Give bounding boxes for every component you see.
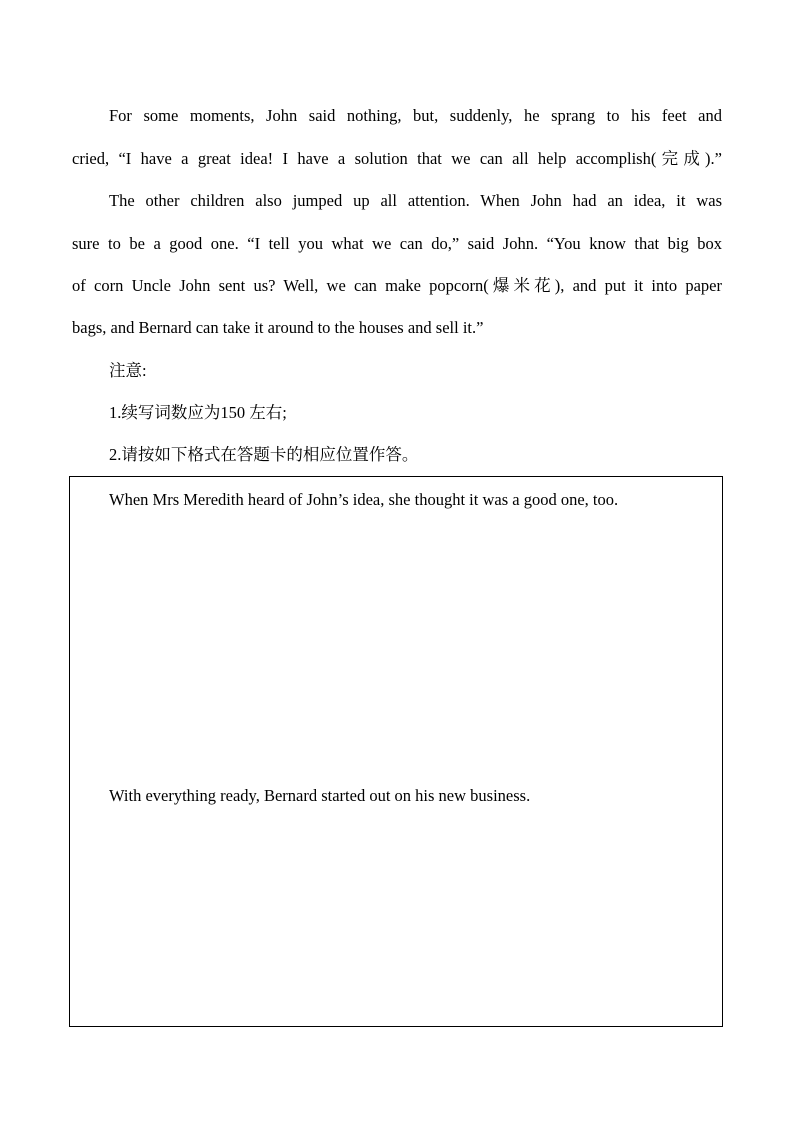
answer-box[interactable] [69, 476, 723, 1027]
note-item-2: 2.请按如下格式在答题卡的相应位置作答。 [109, 445, 419, 464]
paragraph-2-opening: With everything ready, Bernard started out on his new business. [109, 786, 531, 805]
passage-line-4: sure to be a good one. “I tell you what we can do,” said John. “You know that big box [72, 234, 722, 253]
passage-line-2: cried, “I have a great idea! I have a solution that we can all help accomplish(完成).” [72, 149, 722, 168]
passage-line-5: of corn Uncle John sent us? Well, we can make popcorn(爆米花), and put it into paper [72, 276, 722, 295]
paragraph-1-opening: When Mrs Meredith heard of John’s idea, she thought it was a good one, too. [109, 490, 619, 509]
passage-line-1: For some moments, John said nothing, but, suddenly, he sprang to his feet and [109, 106, 722, 125]
passage-line-3: The other children also jumped up all attention. When John had an idea, it was [109, 191, 722, 210]
notes-heading: 注意: [109, 361, 147, 380]
note-item-1: 1.续写词数应为150 左右; [109, 403, 287, 422]
passage-line-6: bags, and Bernard can take it around to the houses and sell it.” [72, 318, 484, 337]
